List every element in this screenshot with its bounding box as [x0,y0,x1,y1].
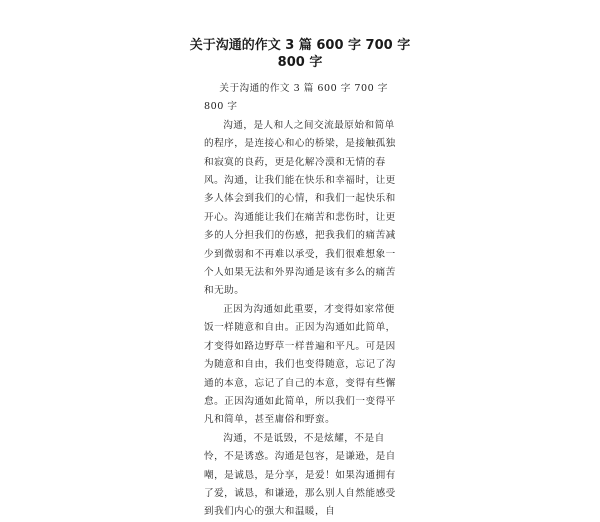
paragraph-3: 沟通，不是诋毁，不是炫耀，不是自怜，不是诱惑。沟通是包容，是谦逊，是自嘲，是诚恳，是分享，是爱！如果沟通拥有了爱，诚恳，和谦逊，那么别人自然能感受到我们内心的强大和温暖，自 [204,432,396,518]
paragraph-1: 沟通，是人和人之间交流最原始和简单的程序，是连接心和心的桥梁，是接触孤独和寂寞的良药，更是化解冷漠和无情的春风。沟通，让我们能在快乐和幸福时，让更多人体会到我们的心情，和我们一起快乐和开心。沟通能让我们在痛苦和悲伤时，让更多的人分担我们的伤感，把我我们的痛苦减少到微弱和不再难以承受，我们很难想象一个人如果无法和外界沟通是该有多么的痛苦和无助。 [204,119,396,297]
document-body [204,80,400,522]
document-subtitle: 关于沟通的作文 3 篇 600 字 700 字 800 字 [204,83,388,113]
title-line-2: 800 字 [277,55,323,70]
title-line-1: 关于沟通的作文 3 篇 600 字 700 字 [189,38,411,53]
paragraph-2: 正因为沟通如此重要，才变得如家常便饭一样随意和自由。正因为沟通如此简单，才变得如路边野草一样普遍和平凡。可是因为随意和自由，我们也变得随意，忘记了沟通的本意，忘记了自己的本意，变得有些懈怠。正因沟通如此简单，所以我们一变得平凡和简单，甚至庸俗和野蛮。 [204,303,396,426]
document-title [150,37,450,71]
